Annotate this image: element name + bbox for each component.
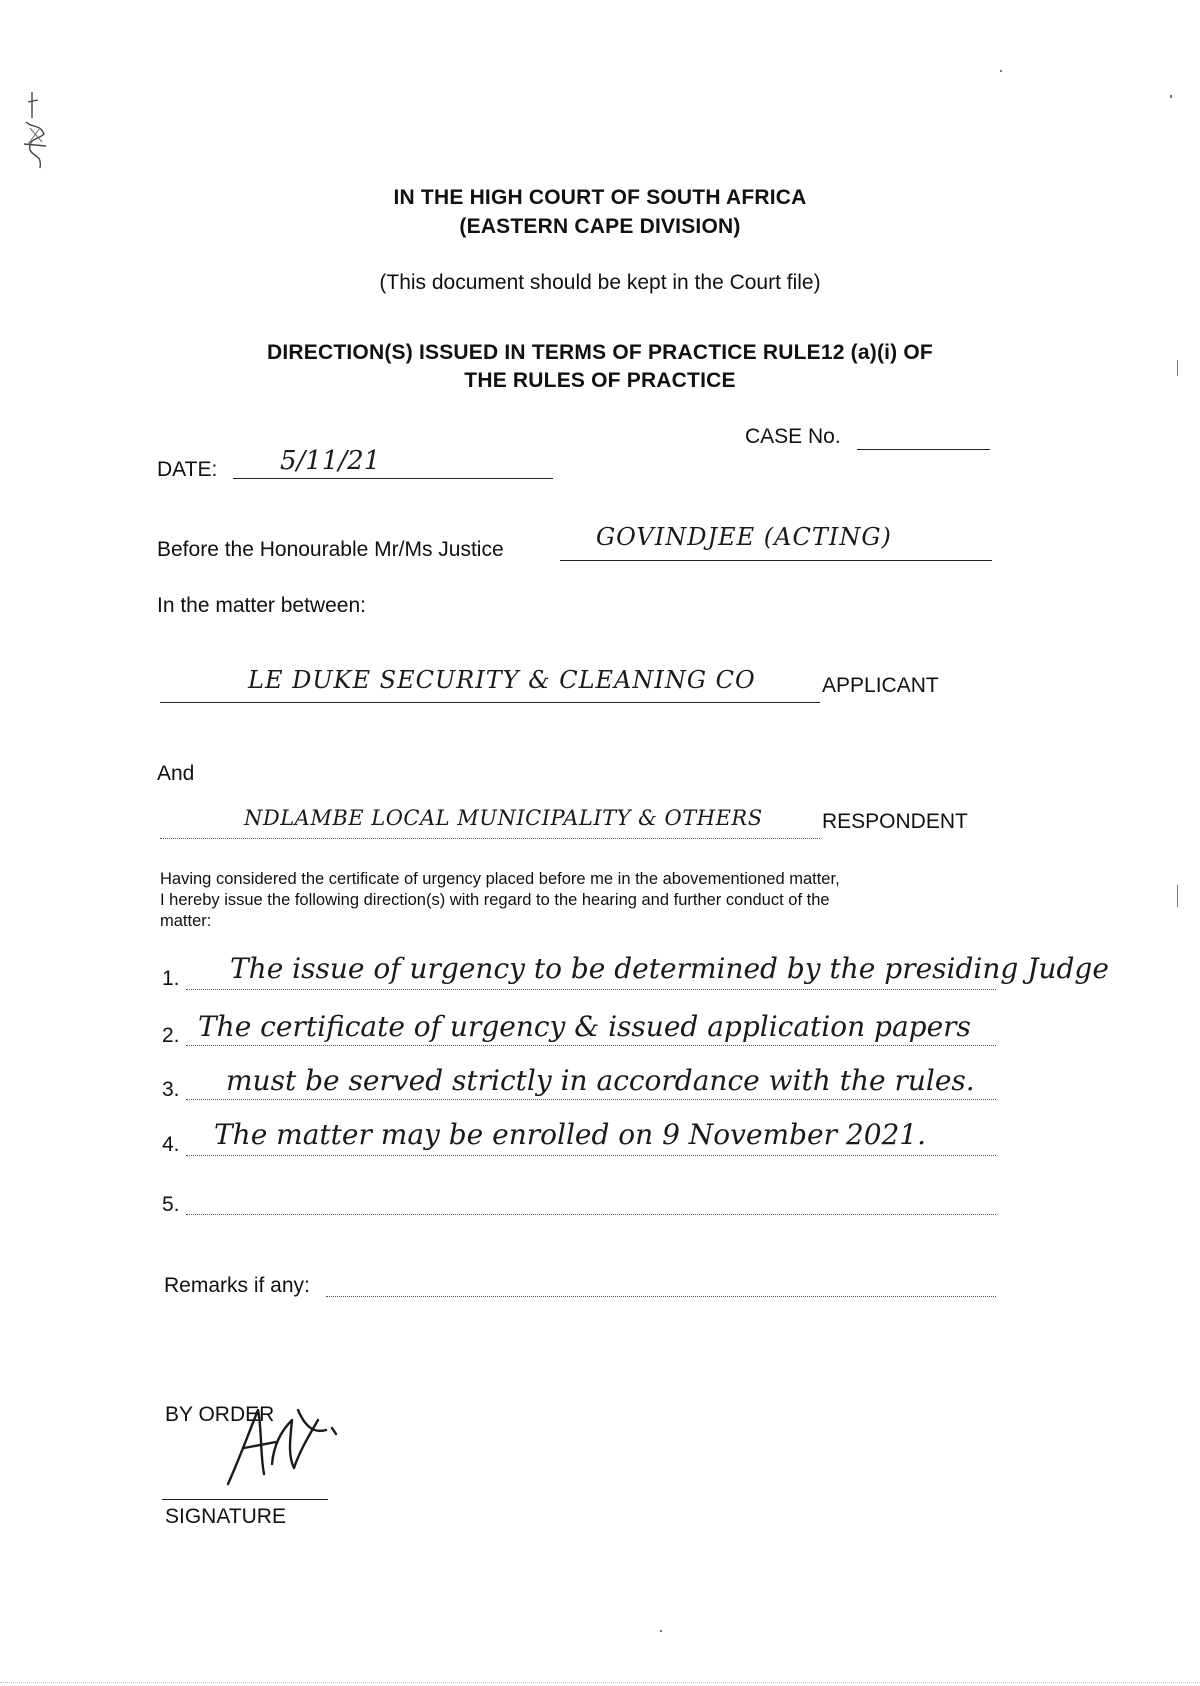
- direction-number: 2.: [162, 1024, 180, 1047]
- scan-edge-dots: [0, 1682, 1200, 1683]
- remarks-label: Remarks if any:: [164, 1274, 310, 1297]
- matter-between-label: In the matter between:: [157, 594, 366, 617]
- justice-label: Before the Honourable Mr/Ms Justice: [157, 538, 504, 561]
- applicant-label: APPLICANT: [822, 674, 939, 697]
- direction-text: The issue of urgency to be determined by the presiding Judge: [230, 952, 1109, 985]
- scan-speck: [1170, 95, 1172, 98]
- court-division: (EASTERN CAPE DIVISION): [459, 215, 741, 238]
- direction-number: 4.: [162, 1133, 180, 1156]
- direction-number: 1.: [162, 967, 180, 990]
- scan-speck: [1000, 70, 1002, 72]
- court-name: IN THE HIGH COURT OF SOUTH AFRICA: [393, 186, 807, 209]
- directions-intro-line2: I hereby issue the following direction(s) with regard to the hearing and further conduct of the: [160, 891, 830, 909]
- justice-name: GOVINDJEE (ACTING): [596, 523, 892, 551]
- directions-intro-line3: matter:: [160, 912, 212, 930]
- direction-line: [186, 989, 996, 990]
- document-title-line1: DIRECTION(S) ISSUED IN TERMS OF PRACTICE RULE12 (a)(i) OF: [267, 341, 933, 364]
- direction-text: must be served strictly in accordance with the rules.: [226, 1064, 975, 1097]
- direction-number: 3.: [162, 1078, 180, 1101]
- direction-line: [186, 1099, 996, 1100]
- direction-text: The certificate of urgency & issued application papers: [198, 1010, 971, 1043]
- date-value: 5/11/21: [280, 446, 381, 476]
- direction-number: 5.: [162, 1193, 180, 1216]
- direction-text: The matter may be enrolled on 9 November 2021.: [214, 1118, 927, 1151]
- scan-speck: [660, 1630, 662, 1632]
- scan-speck: [1177, 885, 1178, 907]
- applicant-name: LE DUKE SECURITY & CLEANING CO: [248, 666, 756, 694]
- case-no-label: CASE No.: [745, 425, 841, 448]
- date-line: [233, 478, 553, 479]
- applicant-line: [160, 702, 820, 703]
- respondent-line: [160, 838, 820, 839]
- remarks-line: [326, 1296, 996, 1297]
- signature-line: [162, 1499, 328, 1500]
- direction-line: [186, 1214, 996, 1215]
- file-note: (This document should be kept in the Court file): [379, 271, 821, 294]
- respondent-name: NDLAMBE LOCAL MUNICIPALITY & OTHERS: [244, 806, 763, 830]
- document-title-line2: THE RULES OF PRACTICE: [464, 369, 736, 392]
- signature-mark: [214, 1390, 354, 1494]
- date-label: DATE:: [157, 458, 218, 481]
- directions-intro-line1: Having considered the certificate of urgency placed before me in the abovementioned matter,: [160, 870, 840, 888]
- direction-line: [186, 1155, 996, 1156]
- and-label: And: [157, 762, 195, 785]
- margin-stamp-mark: [18, 88, 54, 178]
- justice-line: [560, 560, 992, 561]
- direction-line: [186, 1045, 996, 1046]
- by-order-label: BY ORDER: [165, 1403, 275, 1426]
- respondent-label: RESPONDENT: [822, 810, 968, 833]
- signature-label: SIGNATURE: [165, 1505, 286, 1528]
- case-no-line: [857, 449, 990, 450]
